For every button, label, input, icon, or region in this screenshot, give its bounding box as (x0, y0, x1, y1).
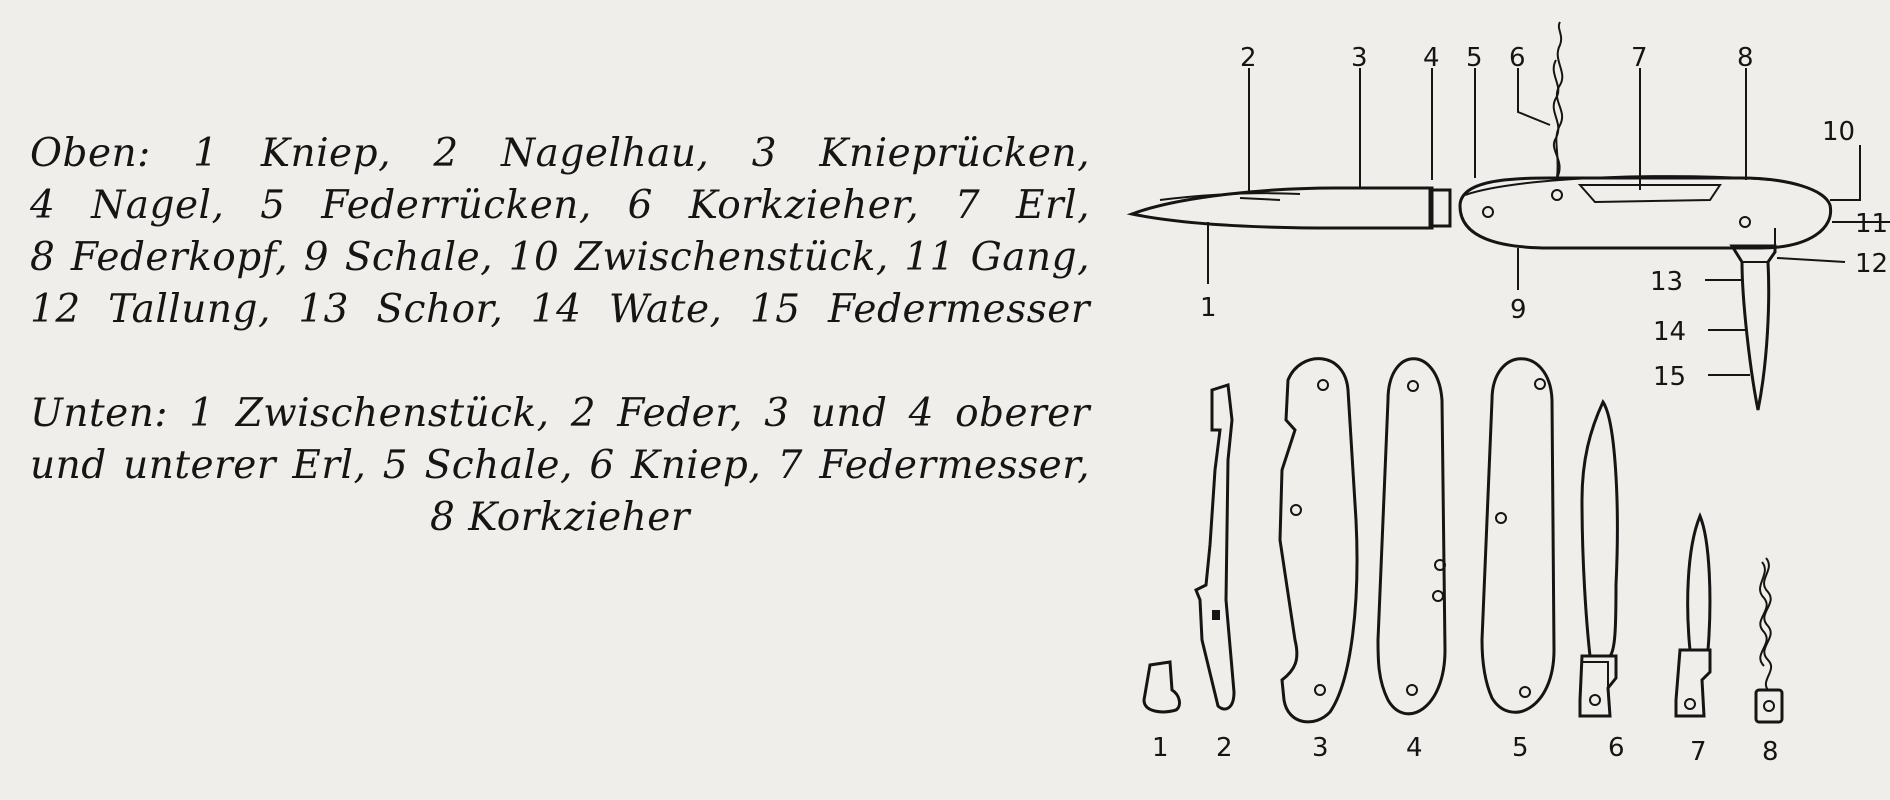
label-top-1: 1 (1200, 293, 1217, 323)
label-bottom-5: 5 (1512, 733, 1529, 763)
knife-diagram (1120, 0, 1890, 800)
legend-unten-line-2: und unterer Erl, 5 Schale, 6 Kniep, 7 Federmesser, (30, 443, 1090, 488)
label-top-7: 7 (1631, 43, 1648, 73)
part-6-blade (1582, 402, 1617, 656)
legend-oben-line-3: 8 Federkopf, 9 Schale, 10 Zwischenstück, 11 Gang, (30, 235, 1090, 280)
part-4-lower-liner (1378, 359, 1445, 714)
label-top-12: 12 (1855, 249, 1889, 279)
legend-oben-line-4: 12 Tallung, 13 Schor, 14 Wate, 15 Federmesser (30, 287, 1090, 332)
label-bottom-8: 8 (1762, 737, 1779, 767)
label-top-2: 2 (1240, 43, 1257, 73)
part-3-upper-liner (1280, 359, 1357, 722)
label-top-11: 11 (1855, 209, 1889, 239)
legend-oben-line-2: 4 Nagel, 5 Federrücken, 6 Korkzieher, 7 Erl, (30, 183, 1090, 228)
knife-parts (1144, 359, 1782, 767)
part-2-spring (1196, 385, 1234, 709)
label-top-13: 13 (1650, 267, 1684, 297)
label-bottom-7: 7 (1690, 737, 1707, 767)
part-7-small-blade (1688, 516, 1710, 650)
part-5-scale (1482, 359, 1554, 713)
label-top-6: 6 (1509, 43, 1526, 73)
label-bottom-4: 4 (1406, 733, 1423, 763)
legend (30, 128, 1090, 544)
label-top-9: 9 (1510, 295, 1527, 325)
part-8-corkscrew (1764, 558, 1771, 690)
label-bottom-2: 2 (1216, 733, 1233, 763)
label-bottom-3: 3 (1312, 733, 1329, 763)
label-top-10: 10 (1822, 117, 1856, 147)
label-top-14: 14 (1653, 317, 1687, 347)
label-bottom-6: 6 (1608, 733, 1625, 763)
part-1-spacer (1144, 662, 1179, 712)
label-top-4: 4 (1423, 43, 1440, 73)
legend-unten-line-3: 8 Korkzieher (430, 495, 690, 540)
assembled-knife (1132, 22, 1890, 410)
label-top-5: 5 (1466, 43, 1483, 73)
legend-oben-line-1: Oben: 1 Kniep, 2 Nagelhau, 3 Knieprücken, (30, 131, 1090, 176)
label-top-15: 15 (1653, 362, 1687, 392)
label-bottom-1: 1 (1152, 733, 1169, 763)
label-top-3: 3 (1351, 43, 1368, 73)
label-top-8: 8 (1737, 43, 1754, 73)
legend-unten-line-1: Unten: 1 Zwischenstück, 2 Feder, 3 und 4 oberer (30, 391, 1090, 436)
